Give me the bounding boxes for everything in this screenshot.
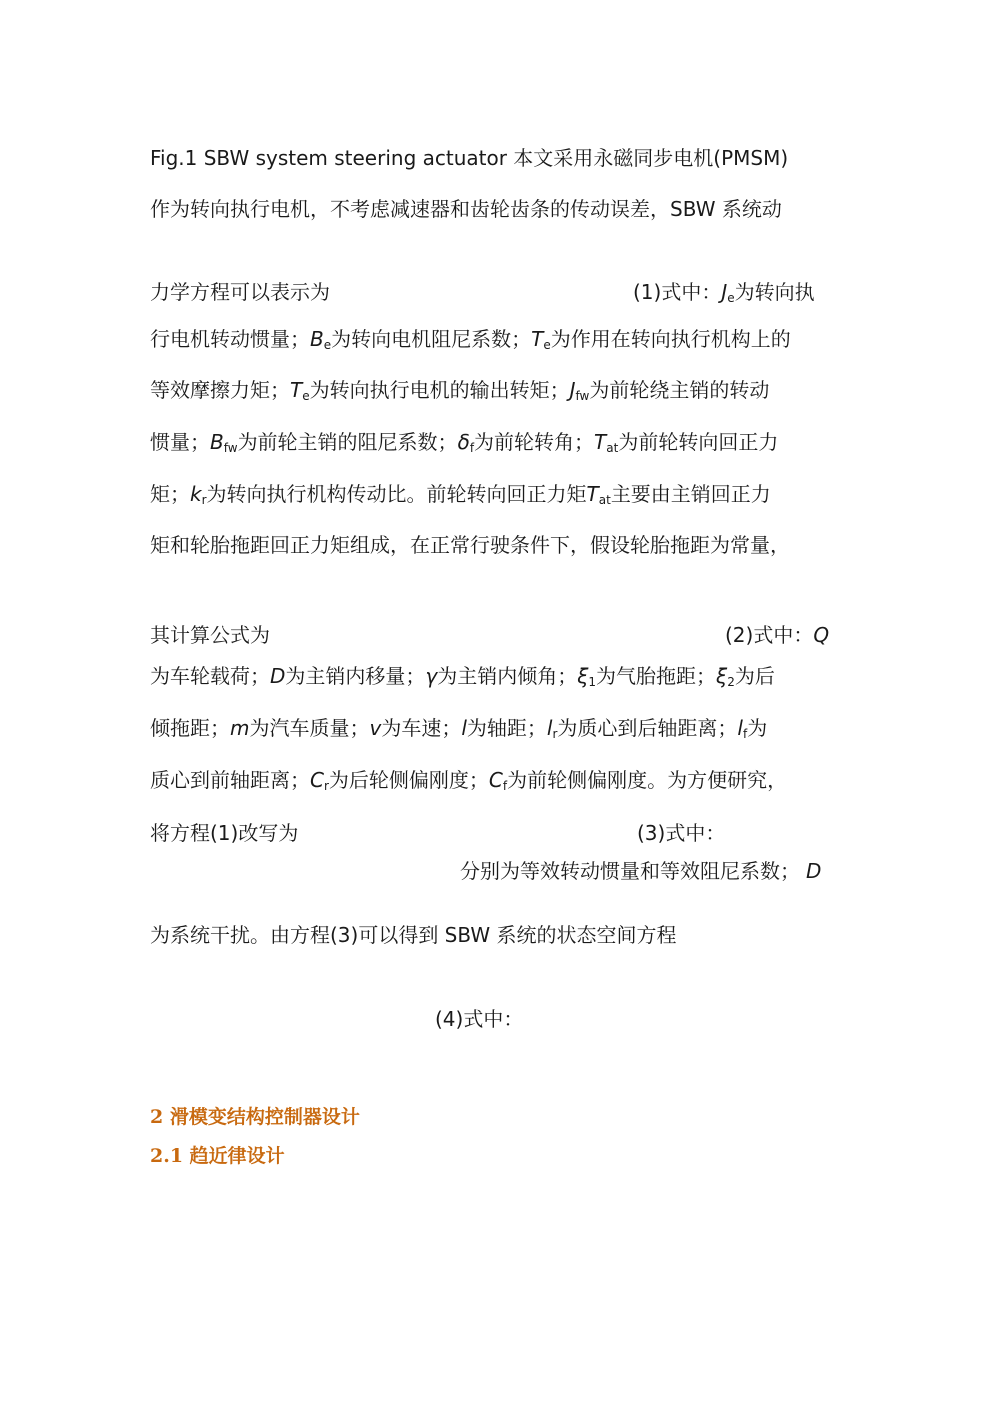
text-line-11	[150, 714, 767, 742]
text-line-7	[150, 480, 771, 508]
text-run: 分别为等效转动惯量和等效阻尼系数；	[460, 859, 800, 883]
text-run: 为前轮转向回正力	[618, 430, 779, 454]
equation-1-label: (1)式中：	[633, 280, 722, 304]
text-run: 为车轮载荷；	[150, 664, 270, 688]
subscript: fw	[575, 389, 590, 403]
text-run: 为质心到后轴距离；	[557, 716, 738, 740]
subscript: e	[302, 389, 310, 403]
text-run: 等效摩擦力矩；	[150, 378, 290, 402]
text-run: 行电机转动惯量；	[150, 327, 310, 351]
subscript: r	[323, 779, 329, 793]
symbol-Q: Q	[813, 623, 830, 647]
text-run: 主要由主销回正力	[610, 482, 771, 506]
symbol-l: l	[546, 716, 553, 740]
text-run: 为后	[734, 664, 775, 688]
text-line-12	[150, 766, 787, 794]
symbol-T: T	[586, 482, 599, 506]
text-run: 为主销内倾角；	[437, 664, 578, 688]
symbol-B: B	[310, 327, 324, 351]
text-line-13-right: (3)式中：	[637, 821, 726, 845]
symbol-C: C	[488, 768, 503, 792]
symbol-D: D	[806, 859, 822, 883]
text-run: 为车速；	[381, 716, 462, 740]
text-line-4	[150, 325, 791, 353]
text-run: 为后轮侧偏刚度；	[328, 768, 489, 792]
text-run: 惯量；	[150, 430, 210, 454]
text-line-1: Fig.1 SBW system steering actuator 本文采用永磁同步电机(PMSM)	[150, 146, 789, 170]
symbol-B: B	[210, 430, 224, 454]
symbol-J: J	[721, 280, 728, 304]
text-run: 为主销内移量；	[285, 664, 426, 688]
text-run: 为转向执行电机的输出转矩；	[309, 378, 570, 402]
symbol-C: C	[310, 768, 324, 792]
subscript: 1	[588, 675, 597, 689]
text-run: 为前轮侧偏刚度。为方便研究，	[507, 768, 788, 792]
subscript: e	[323, 338, 332, 352]
text-run: 为轴距；	[466, 716, 547, 740]
symbol-l: l	[461, 716, 467, 740]
text-run: 为转向电机阻尼系数；	[331, 327, 532, 351]
subscript: r	[552, 727, 558, 741]
symbol-xi: ξ	[716, 664, 728, 688]
subscript: e	[543, 338, 551, 352]
subscript: e	[727, 291, 735, 305]
subscript: 2	[727, 675, 735, 689]
text-line-3-left: 力学方程可以表示为	[150, 280, 330, 304]
text-run: 为转向执行机构传动比。前轮转向回正力矩	[206, 482, 587, 506]
symbol-gamma: γ	[425, 664, 438, 688]
subscript: f	[742, 727, 748, 741]
subscript: fw	[223, 441, 238, 455]
symbol-k: k	[190, 482, 202, 506]
text-line-13-left: 将方程(1)改写为	[150, 821, 299, 845]
symbol-l: l	[737, 716, 743, 740]
text-line-9-right	[725, 621, 829, 649]
subscript: r	[201, 493, 207, 507]
text-run: 为前轮绕主销的转动	[589, 378, 770, 402]
text-run: 矩；	[150, 482, 190, 506]
text-line-6	[150, 428, 778, 456]
text-run: 为作用在转向执行机构上的	[550, 327, 791, 351]
text-run: 为转向执	[734, 280, 815, 304]
text-line-8: 矩和轮胎拖距回正力矩组成，在正常行驶条件下，假设轮胎拖距为常量，	[150, 533, 790, 557]
text-line-9-left: 其计算公式为	[150, 623, 270, 647]
text-run: 为前轮转角；	[474, 430, 595, 454]
text-run: 为前轮主销的阻尼系数；	[237, 430, 458, 454]
symbol-T: T	[531, 327, 544, 351]
text-line-10	[150, 662, 775, 690]
text-line-2: 作为转向执行电机，不考虑减速器和齿轮齿条的传动误差，SBW 系统动	[150, 197, 782, 221]
subscript: at	[606, 441, 619, 455]
symbol-D: D	[270, 664, 286, 688]
subscript: at	[598, 493, 611, 507]
text-run: 为气胎拖距；	[596, 664, 717, 688]
text-run: 倾拖距；	[150, 716, 230, 740]
symbol-T: T	[594, 430, 607, 454]
symbol-m: m	[230, 716, 250, 740]
section-heading-2: 2 滑模变结构控制器设计	[150, 1106, 360, 1128]
subscript: f	[469, 441, 475, 455]
symbol-delta: δ	[457, 430, 470, 454]
symbol-T: T	[290, 378, 303, 402]
text-line-5	[150, 376, 769, 404]
symbol-J: J	[569, 378, 576, 402]
section-heading-2-1: 2.1 趋近律设计	[150, 1145, 285, 1167]
text-line-15: 为系统干扰。由方程(3)可以得到 SBW 系统的状态空间方程	[150, 923, 677, 947]
symbol-v: v	[369, 716, 382, 740]
text-run: 质心到前轴距离；	[150, 768, 310, 792]
equation-4-label: (4)式中：	[435, 1007, 524, 1031]
text-run: 为	[747, 716, 768, 740]
equation-2-label: (2)式中：	[725, 623, 814, 647]
symbol-xi: ξ	[577, 664, 589, 688]
text-line-3-right	[633, 278, 815, 306]
text-line-14	[460, 857, 821, 885]
subscript: f	[502, 779, 508, 793]
text-run: 为汽车质量；	[249, 716, 370, 740]
